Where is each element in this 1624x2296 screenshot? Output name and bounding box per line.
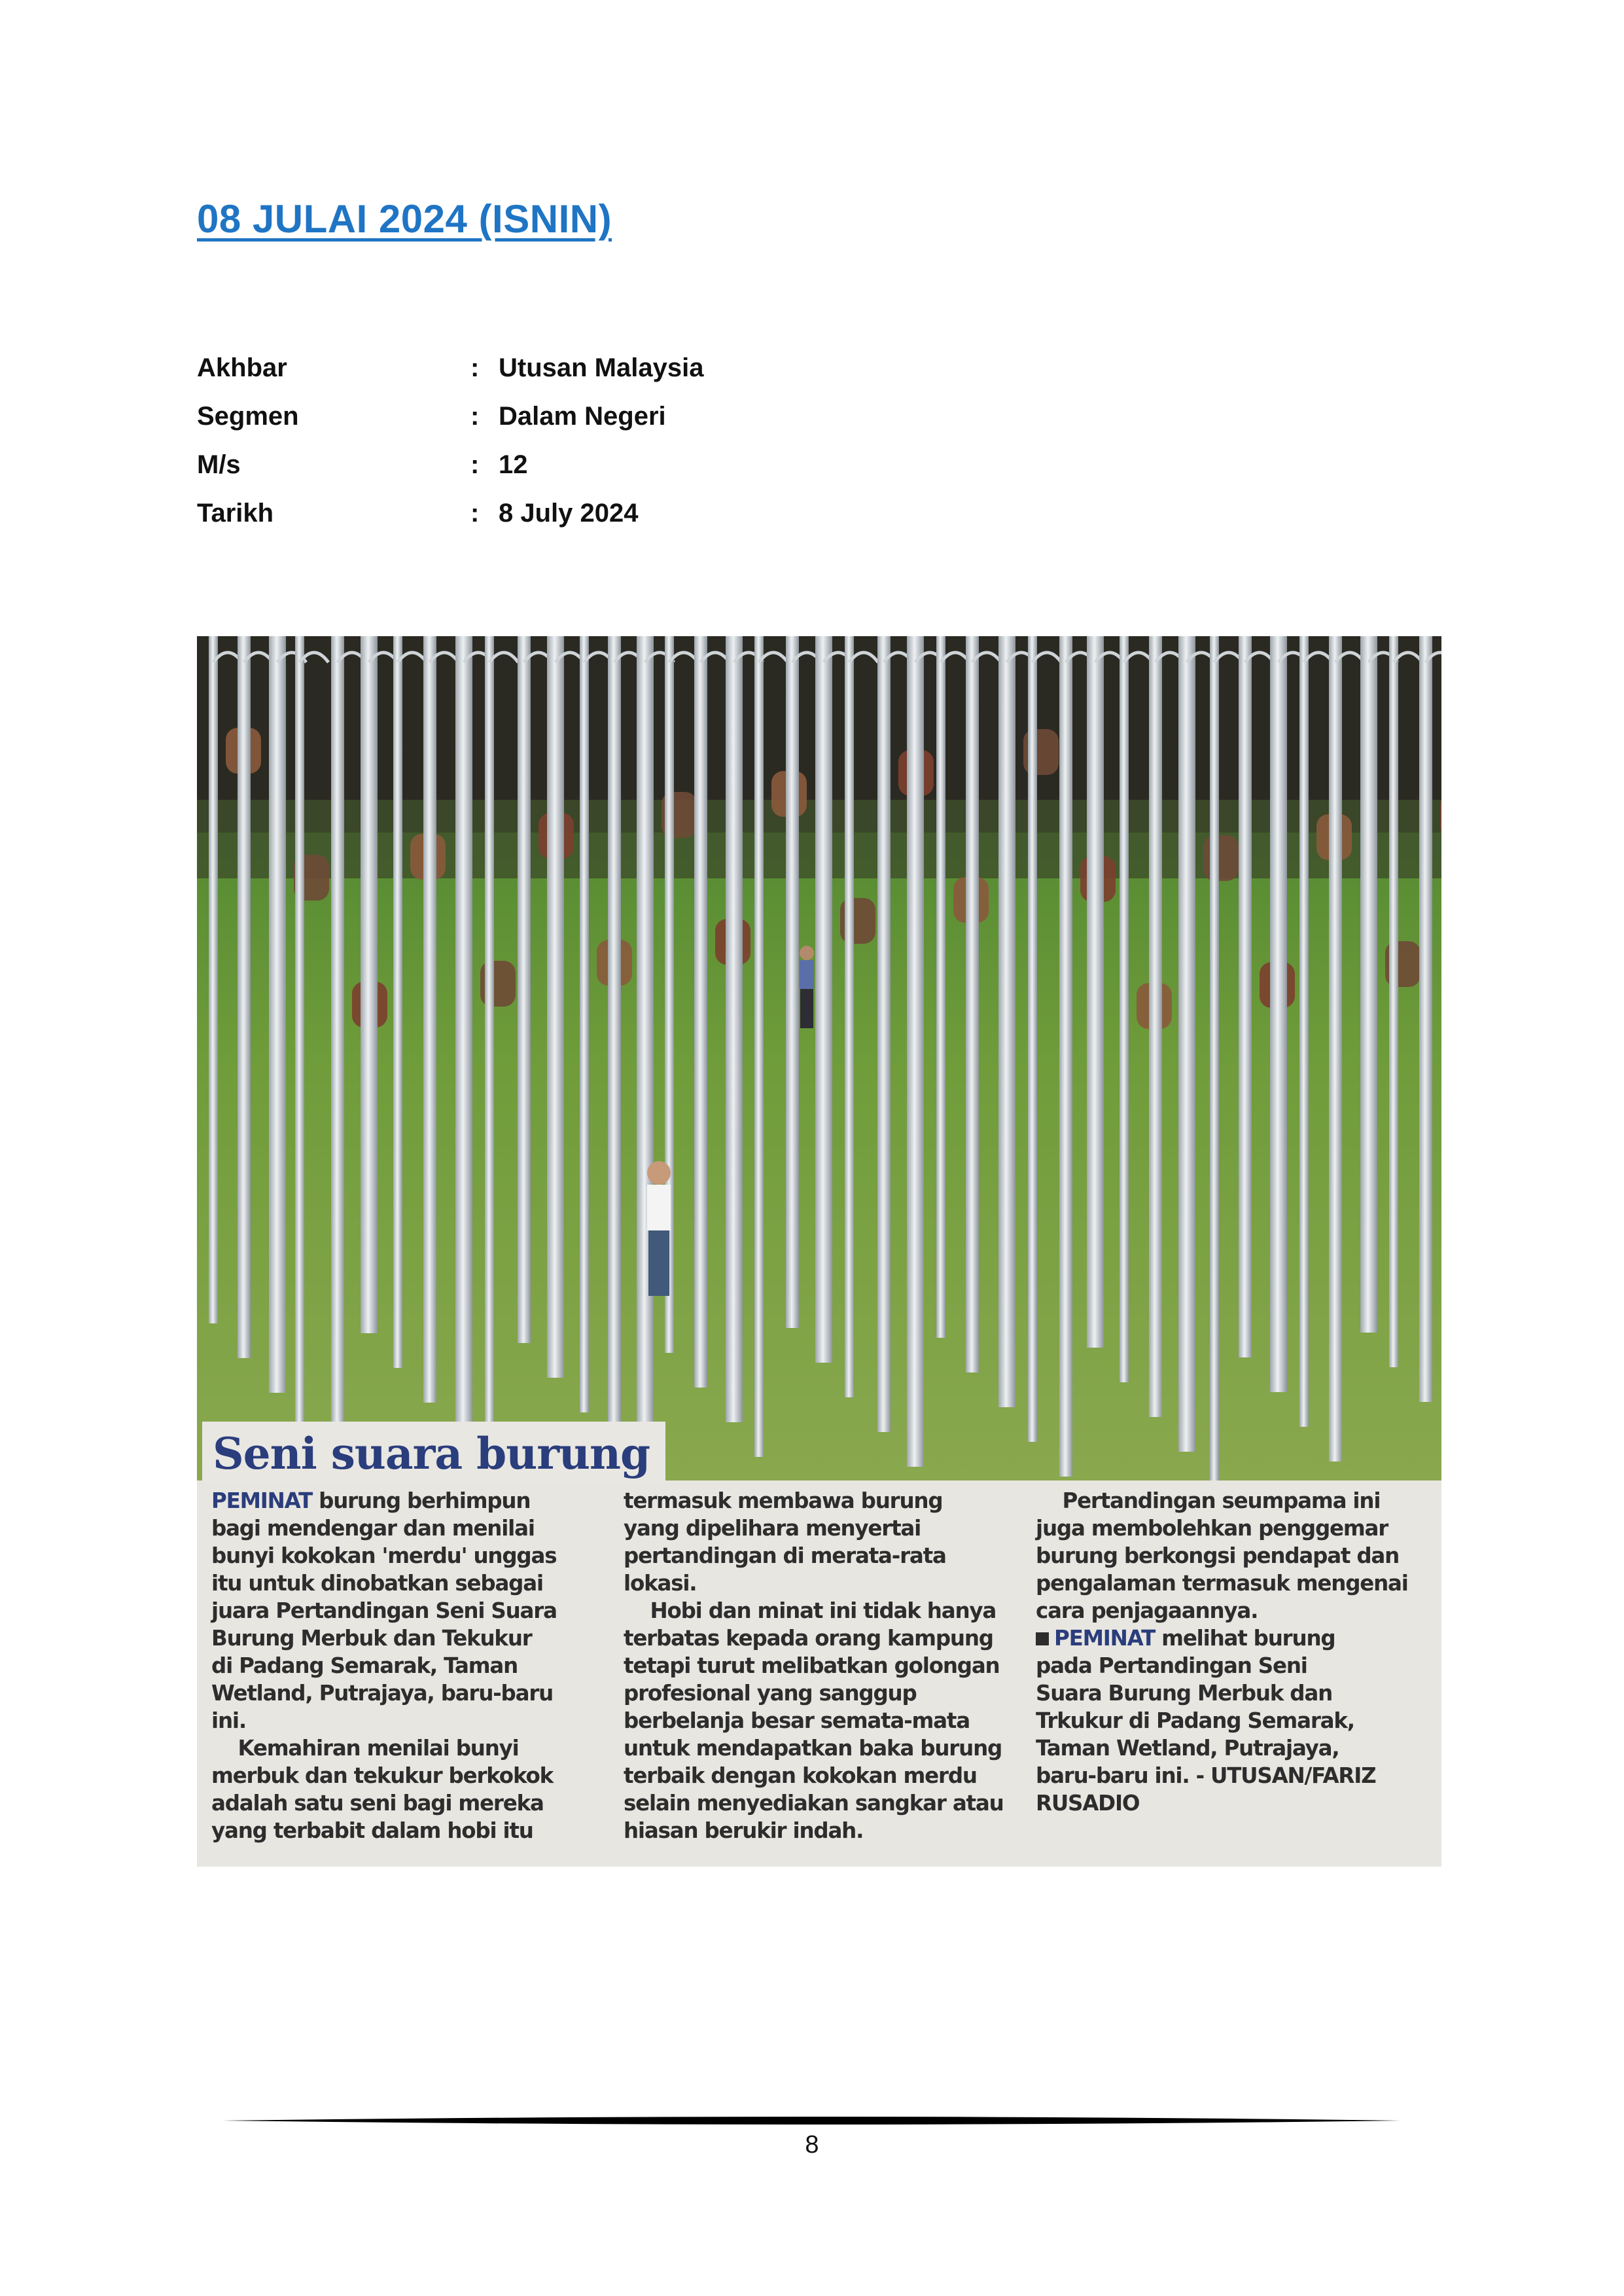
meta-value: 12 (499, 450, 528, 479)
article-line: terbaik dengan kokokan merdu (624, 1763, 977, 1788)
bird-cage-field-photo (197, 636, 1441, 1480)
date-heading: 08 JULAI 2024 (ISNIN) (197, 197, 612, 241)
article-column-2 (624, 1487, 1016, 1844)
article-line: termasuk membawa burung (624, 1488, 943, 1513)
caption-bullet-icon (1036, 1632, 1049, 1645)
caption-line: Taman Wetland, Putrajaya, (1036, 1736, 1339, 1761)
meta-value: 8 July 2024 (499, 499, 639, 528)
article-line: hiasan berukir indah. (624, 1818, 864, 1843)
article-line: selain menyediakan sangkar atau (624, 1791, 1004, 1816)
caption-line: Suara Burung Merbuk dan (1036, 1681, 1333, 1706)
meta-label: Segmen (197, 402, 299, 431)
article-line: pengalaman termasuk mengenai (1036, 1571, 1408, 1596)
article-line: di Padang Semarak, Taman (211, 1653, 518, 1678)
article-line: yang terbabit dalam hobi itu (211, 1818, 533, 1843)
article-line: burung berkongsi pendapat dan (1036, 1543, 1400, 1568)
caption-line: pada Pertandingan Seni (1036, 1653, 1307, 1678)
article-line: Hobi dan minat ini tidak hanya (624, 1598, 997, 1623)
article-line: Kemahiran menilai bunyi (211, 1736, 519, 1761)
article-line: ini. (211, 1708, 246, 1733)
page-number: 8 (805, 2131, 819, 2159)
article-line: juga membolehkan penggemar (1036, 1516, 1388, 1541)
caption-line: RUSADIO (1036, 1791, 1140, 1816)
article-line: adalah satu seni bagi mereka (211, 1791, 544, 1816)
article-line: Pertandingan seumpama ini (1036, 1488, 1381, 1513)
article-line: bunyi kokokan 'merdu' unggas (211, 1543, 557, 1568)
article-line: bagi mendengar dan menilai (211, 1516, 535, 1541)
article-line: cara penjagaannya. (1036, 1598, 1258, 1623)
article-column-1 (211, 1487, 565, 1844)
article-line: merbuk dan tekukur berkokok (211, 1763, 554, 1788)
meta-separator: : (470, 450, 480, 479)
article-line: PEMINAT burung berhimpun (211, 1488, 531, 1513)
caption-line: baru-baru ini. - UTUSAN/FARIZ (1036, 1763, 1376, 1788)
meta-label: Akhbar (197, 353, 287, 382)
meta-value: Dalam Negeri (499, 402, 666, 431)
lead-word: PEMINAT (211, 1488, 313, 1513)
meta-separator: : (470, 402, 480, 431)
article-line: untuk mendapatkan baka burung (624, 1736, 1002, 1761)
article-line: juara Pertandingan Seni Suara (211, 1598, 557, 1623)
lead-word: PEMINAT (1054, 1626, 1156, 1651)
article-line: itu untuk dinobatkan sebagai (211, 1571, 543, 1596)
meta-value: Utusan Malaysia (499, 353, 704, 382)
article-column-3 (1036, 1487, 1435, 1817)
newspaper-clipping (197, 636, 1441, 1867)
caption-line: PEMINAT melihat burung (1036, 1624, 1435, 1652)
article-line: tetapi turut melibatkan golongan (624, 1653, 1000, 1678)
meta-label: M/s (197, 450, 241, 479)
meta-separator: : (470, 353, 480, 382)
article-line: pertandingan di merata-rata (624, 1543, 946, 1568)
article-line: Wetland, Putrajaya, baru-baru (211, 1681, 554, 1706)
meta-separator: : (470, 499, 480, 528)
meta-label: Tarikh (197, 499, 274, 528)
article-headline: Seni suara burung (202, 1422, 665, 1482)
article-line: Burung Merbuk dan Tekukur (211, 1626, 532, 1651)
caption-line: Trkukur di Padang Semarak, (1036, 1708, 1354, 1733)
article-line: yang dipelihara menyertai (624, 1516, 921, 1541)
footer-divider (222, 2113, 1400, 2128)
article-line: lokasi. (624, 1571, 697, 1596)
article-line: berbelanja besar semata-mata (624, 1708, 970, 1733)
article-line: profesional yang sanggup (624, 1681, 917, 1706)
article-line: terbatas kepada orang kampung (624, 1626, 993, 1651)
